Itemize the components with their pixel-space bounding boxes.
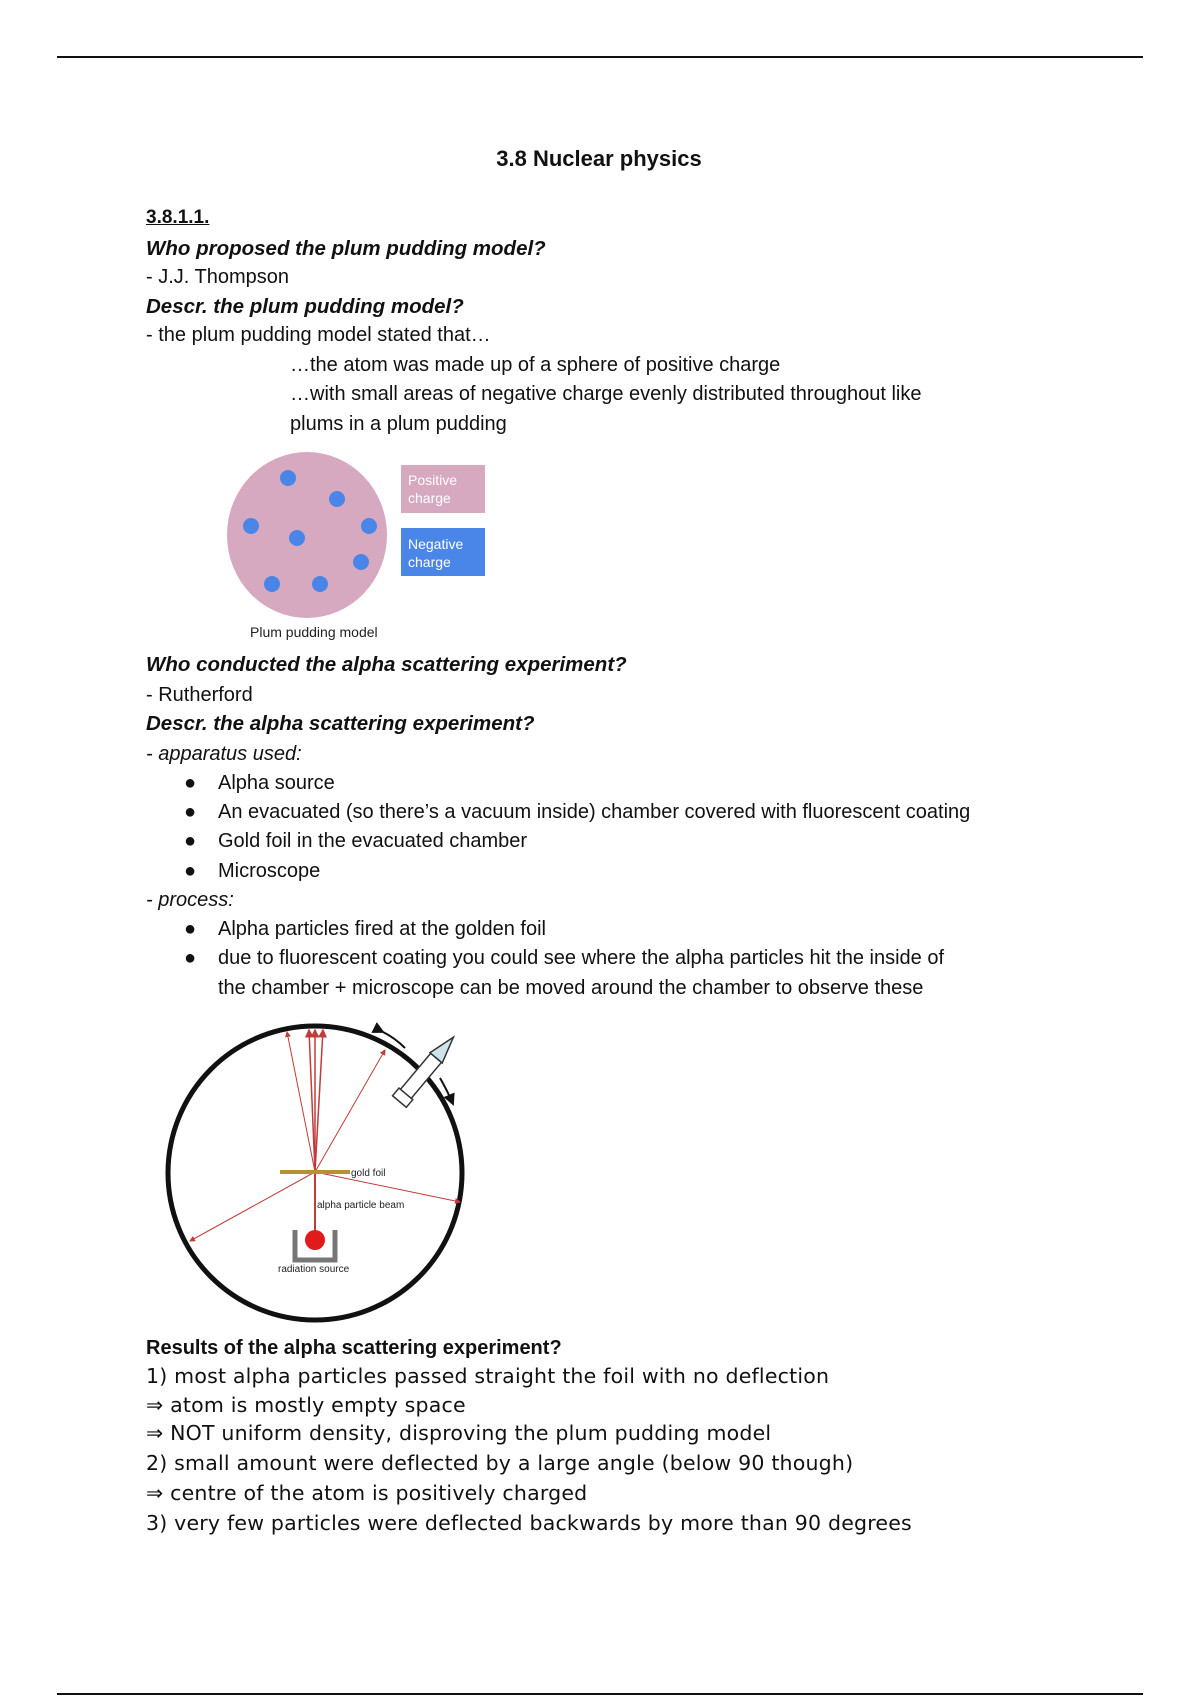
result-line: ⇒ centre of the atom is positively charged: [146, 1481, 588, 1505]
electron: [243, 518, 259, 534]
legend-positive-label: Positive: [408, 472, 458, 488]
result-line: 2) small amount were deflected by a large angle (below 90 though): [146, 1451, 854, 1475]
alpha-path: [315, 1030, 323, 1172]
plum-descr-line-3: plums in a plum pudding: [290, 413, 507, 435]
answer-rutherford: - Rutherford: [146, 684, 253, 706]
plum-descr-line-1: …the atom was made up of a sphere of positive charge: [290, 354, 781, 376]
question-describe-plum: Descr. the plum pudding model?: [146, 295, 464, 318]
section-id: 3.8.1.1.: [146, 207, 210, 228]
bottom-rule: [57, 1693, 1143, 1695]
alpha-scattering-diagram: [155, 1012, 495, 1327]
apparatus-item: An evacuated (so there’s a vacuum inside) chamber covered with fluorescent coating: [218, 801, 971, 823]
process-item: due to fluorescent coating you could see where the alpha particles hit the inside of: [218, 947, 945, 969]
plum-descr-intro: - the plum pudding model stated that…: [146, 324, 491, 346]
electron: [329, 491, 345, 507]
legend-negative-label: Negative: [408, 536, 464, 552]
apparatus-item: Alpha source: [218, 772, 335, 794]
top-rule: [57, 56, 1143, 58]
apparatus-label: - apparatus used:: [146, 743, 302, 765]
gold-foil-label: gold foil: [351, 1168, 386, 1179]
apparatus-item: Microscope: [218, 860, 321, 882]
legend-negative-label: charge: [408, 554, 451, 570]
apparatus-item: Gold foil in the evacuated chamber: [218, 830, 528, 852]
electron: [264, 576, 280, 592]
result-line: ⇒ NOT uniform density, disproving the plum pudding model: [146, 1421, 772, 1445]
question-who-conducted: Who conducted the alpha scattering experiment?: [146, 653, 627, 676]
electron: [289, 530, 305, 546]
alpha-path: [315, 1050, 385, 1172]
page-title: 3.8 Nuclear physics: [496, 146, 702, 171]
answer-thompson: - J.J. Thompson: [146, 266, 290, 288]
plum-pudding-diagram: [220, 445, 500, 645]
question-who-proposed: Who proposed the plum pudding model?: [146, 237, 546, 260]
process-item-continued: the chamber + microscope can be moved around the chamber to observe these: [218, 977, 924, 999]
plum-descr-line-2: …with small areas of negative charge evenly distributed throughout like: [290, 383, 922, 405]
alpha-path: [309, 1030, 315, 1172]
beam-label: alpha particle beam: [317, 1200, 405, 1211]
process-item: Alpha particles fired at the golden foil: [218, 918, 546, 940]
radiation-source-icon: [305, 1230, 325, 1250]
alpha-path: [315, 1172, 460, 1202]
alpha-path: [287, 1032, 315, 1172]
electron: [353, 554, 369, 570]
result-line: 3) very few particles were deflected backwards by more than 90 degrees: [146, 1511, 912, 1535]
results-heading: Results of the alpha scattering experiment?: [146, 1337, 562, 1359]
electron: [361, 518, 377, 534]
source-label: radiation source: [278, 1264, 350, 1275]
electron: [280, 470, 296, 486]
result-line: 1) most alpha particles passed straight the foil with no deflection: [146, 1364, 830, 1388]
question-describe-alpha: Descr. the alpha scattering experiment?: [146, 712, 535, 735]
legend-positive-label: charge: [408, 490, 451, 506]
plum-diagram-caption: Plum pudding model: [250, 624, 378, 640]
positive-sphere: [227, 452, 387, 618]
process-label: - process:: [146, 889, 234, 911]
result-line: ⇒ atom is mostly empty space: [146, 1393, 466, 1417]
electron: [312, 576, 328, 592]
